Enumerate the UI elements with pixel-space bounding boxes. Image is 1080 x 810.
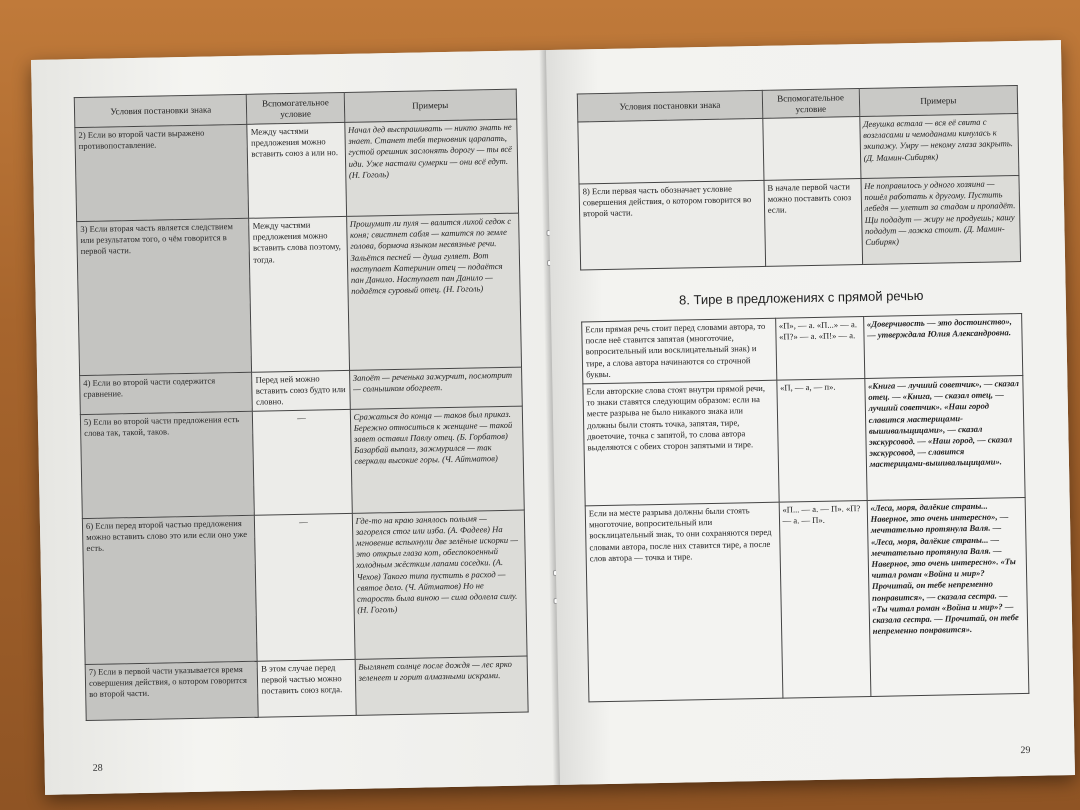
condition-cell: 7) Если в первой части указывается время совершения действия, о котором говорится во второй части. [85,661,258,720]
table-row [75,119,519,221]
examples-cell: Сражаться до конца — таков был приказ. Бережно относиться к женщине — такой завет оставил Павлу отец. (Б. Горбатов) Базарбай выполз, зажмурился — так сверкали высокие горы. (Ч. Айтматов) [350,406,524,513]
header-condition: Условия постановки знака [577,90,762,122]
schema-cell: «П», — а. «П...» — а. «П?» — а. «П!» — а. [775,317,864,381]
condition-cell [578,118,764,184]
examples-cell: Выглянет солнце после дождя — лес ярко зеленеет и горит алмазными искрами. [355,656,528,715]
header-helper: Вспомогательное условие [247,92,345,124]
helper-cell: — [253,409,352,515]
table-row [85,656,528,720]
header-condition: Условия постановки знака [74,94,247,127]
example-cell: «Доверчивость — это достоинство», — утверждала Юлия Александровна. [863,313,1023,378]
helper-cell: Между частями предложения можно вставить слова поэтому, тогда. [249,216,349,372]
table-row [578,114,1019,184]
open-book [31,40,1075,795]
examples-cell: Не поправилось у одного хозяина — пошёл работать к другому. Пустить лебедя — улетит за стадом и пропадёт. Щи подадут — жиру не продуешь; кашу подадут — ложка стоит. (Д. Мамин-Сибиряк) [861,176,1021,265]
table-row [583,375,1025,505]
table-row [82,510,527,664]
page-number-right: 29 [1020,744,1031,757]
examples-cell: Где-то на краю занялось полымя — загорелся стог или изба. (А. Фадеев) На мгновение вспыхнули две зелёные искорки — это открыл глаза кот, обеспокоенный холодным жёстким лапами соседки. (А. Чехов) Такого типа пустить в расход — святое дело. (Ч. Айтматов) Но не старость была виною — сила одолела силу. (Н. Гоголь) [352,510,527,659]
examples-cell: Запоёт — реченька зажурчит, посмотрит — солнышком обогреет. [349,367,522,409]
condition-cell: 2) Если во второй части выражено противопоставление. [75,124,249,221]
helper-cell: Перед ней можно вставить союз будто или словно. [252,370,350,410]
schema-cell: «П, — а, — п». [776,379,866,503]
schema-cell: «П... — а. — П». «П? — а. — П». [779,500,871,698]
condition-cell: 4) Если во второй части содержится сравнение. [80,372,253,414]
punctuation-table-right [577,85,1021,270]
header-examples: Примеры [344,89,517,122]
condition-cell: 8) Если первая часть обозначает условие совершения действия, о котором говорится во второй части. [579,180,765,270]
right-page [546,40,1075,785]
example-cell: «Книга — лучший советчик», — сказал отец. — «Книга, — сказал отец, — лучший советчик». «Наш город славится мастерицами-вышивальщицами», — сказал экскурсовод. — «Наш город, — сказал экскурсовод, — славится мастерицами-вышивальщицами». [864,375,1025,500]
condition-cell: 5) Если во второй части предложения есть слова так, такой, таков. [80,411,254,518]
examples-cell: Прошумит ли пуля — валится лихой седок с коня; свистнет сабля — катится по земле голова, бормоча языком несвязные речи. Зальётся песней — душа гуляет. Вот наступает Катеринин отец — подаётся пан Данило. Наступает пан Данило — подаётся суровый отец. (Н. Гоголь) [346,213,521,370]
rule-cell: Если прямая речь стоит перед словами автора, то после неё ставится запятая (многоточие, вопросительный или восклицательный знак) и тире, а слова автора начинаются со строчной буквы. [582,318,777,384]
helper-cell [763,117,861,181]
helper-cell: — [255,513,355,661]
table-row [80,406,524,518]
condition-cell: 3) Если вторая часть является следствием или результатом того, о чём говорится в первой части. [77,218,252,375]
left-page [31,50,560,795]
header-examples: Примеры [859,86,1018,117]
condition-cell: 6) Если перед второй частью предложения можно вставить слово это или если оно уже есть. [82,515,257,664]
helper-cell: В этом случае перед первой частью можно поставить союз когда. [257,659,355,717]
table-row [579,176,1021,270]
header-helper: Вспомогательное условие [762,89,859,119]
example-cell: «Леса, моря, далёкие страны... Наверное, это очень интересно», — мечтательно протянула Валя. — «Леса, моря, далёкие страны... — мечтательно протянула Валя. — Наверное, это очень интересно». «Ты читал роман «Война и мир»? Прочитай, он тебе непременно понравится», — сказала сестра. — «Ты читал роман «Война и мир»? — сказала сестра. — Прочитай, он тебе непременно понравится». [867,497,1029,696]
helper-cell: Между частями предложения можно вставить союз а или но. [247,122,346,218]
examples-cell: Начал дед выспрашивать — никто знать не знает. Станет тебя терновник царапать, густой орешник заслонять дорогу — ты всё иди. Уже настали сумерки — они всё едут. (Н. Гоголь) [344,119,518,216]
section-title: 8. Тире в предложениях с прямой речью [678,287,924,308]
table-row [585,497,1029,701]
page-number-left: 28 [92,762,103,774]
table-row [582,313,1023,383]
direct-speech-table [581,313,1029,702]
rule-cell: Если авторские слова стоят внутри прямой речи, то знаки ставятся следующим образом: если на месте разрыва не было никакого знака или должны были стоять точка, запятая, тире, двоеточие, точка с запятой, то слова автора выделяются с обеих сторон запятыми и тире. [583,380,779,506]
punctuation-table-left [74,89,529,721]
rule-cell: Если на месте разрыва должны были стоять многоточие, вопросительный или восклицательный знак, то они сохраняются перед словами автора, после них ставится тире, а после слов автора — точка и тире. [585,502,782,702]
examples-cell: Девушка встала — вся её свита с возгласами и чемоданами кинулась к экипажу. Умру — некому глаза закрыть. (Д. Мамин-Сибиряк) [859,114,1019,179]
table-row [77,213,522,375]
helper-cell: В начале первой части можно поставить союз если. [764,179,862,267]
